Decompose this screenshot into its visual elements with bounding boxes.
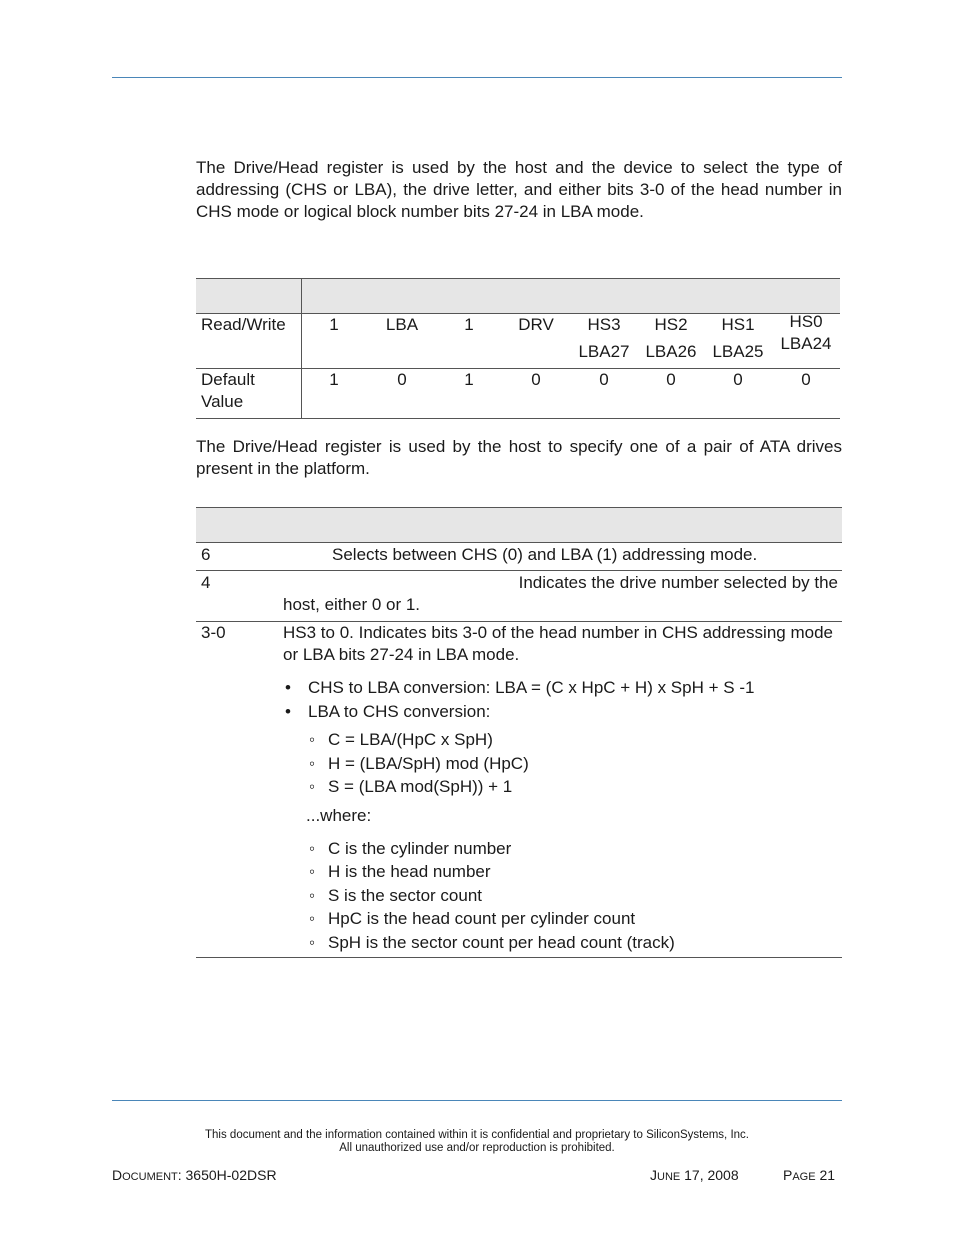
desc-text-bit6: Selects between CHS (0) and LBA (1) addressing mode.: [332, 545, 758, 564]
desc-row-bit4: [196, 571, 842, 622]
confidentiality-notice-line2: All unauthorized use and/or reproduction is prohibited.: [339, 1142, 615, 1154]
desc-text-bit4-line2: host, either 0 or 1.: [283, 595, 421, 614]
list-item: ◦ H = (LBA/SpH) mod (HpC): [306, 752, 838, 776]
document-date: JUNE 17, 2008: [650, 1167, 739, 1183]
default-bit5: 1: [464, 370, 474, 389]
page-number: PAGE 21: [783, 1167, 836, 1183]
desc-bit-3-0: 3-0: [201, 623, 226, 642]
default-bit6: 0: [397, 370, 407, 389]
bit5-cell: 1: [464, 315, 474, 334]
definition-list: [306, 837, 838, 955]
desc-row-bit3-0: [196, 622, 842, 958]
where-text: ...where:: [306, 805, 372, 825]
list-item: ◦ H is the head number: [306, 860, 838, 884]
register-rw-row: [196, 314, 840, 369]
list-item: ◦ C is the cylinder number: [306, 837, 838, 861]
list-item: • CHS to LBA conversion: LBA = (C x HpC + H) x SpH + S -1: [285, 676, 838, 700]
bit0-cell: HS0 LBA24: [780, 312, 832, 353]
desc-bit-4: 4: [201, 573, 211, 592]
desc-text-bit3-0: HS3 to 0. Indicates bits 3-0 of the head number in CHS addressing mode or LBA bits 27-24 in LBA mode.: [283, 623, 833, 664]
bit4-cell: DRV: [518, 315, 554, 334]
formula-list: [306, 728, 838, 799]
desc-body-bit3-0: [283, 622, 838, 954]
document-number: DOCUMENT: 3650H-02DSR: [112, 1167, 277, 1183]
bit-description-table: [196, 507, 842, 958]
confidentiality-notice-line1: This document and the information contained within it is confidential and proprietary to SiliconSystems, Inc.: [205, 1129, 749, 1141]
desc-bit-6: 6: [201, 545, 211, 564]
register-header-row: [196, 278, 840, 314]
list-item: ◦ S = (LBA mod(SpH)) + 1: [306, 775, 838, 799]
default-bit0: 0: [801, 370, 811, 389]
default-bit7: 1: [329, 370, 339, 389]
register-default-row: [196, 369, 840, 419]
desc-text-bit4-line1: Indicates the drive number selected by the: [518, 573, 838, 592]
list-item: ◦ S is the sector count: [306, 884, 838, 908]
default-bit4: 0: [531, 370, 541, 389]
list-item: ◦ SpH is the sector count per head count (track): [306, 931, 838, 955]
second-paragraph: The Drive/Head register is used by the host to specify one of a pair of ATA drives present in the platform.: [196, 437, 842, 478]
default-bit2: 0: [666, 370, 676, 389]
bit1-cell: HS1 LBA25: [712, 315, 764, 361]
list-item: ◦ C = LBA/(HpC x SpH): [306, 728, 838, 752]
header-rule: [112, 77, 842, 78]
rw-label: Read/Write: [201, 315, 286, 334]
footer-rule: [112, 1100, 842, 1101]
bit2-cell: HS2 LBA26: [645, 315, 697, 361]
bit3-cell: HS3 LBA27: [578, 315, 630, 361]
default-label: Default Value: [201, 370, 255, 411]
conversion-list: [285, 676, 838, 724]
list-item: ◦ HpC is the head count per cylinder count: [306, 907, 838, 931]
intro-paragraph: The Drive/Head register is used by the host and the device to select the type of addressing (CHS or LBA), the drive letter, and either bits 3-0 of the head number in CHS mode or logical block number bits 27-24 in LBA mode.: [196, 158, 842, 221]
bit7-cell: 1: [329, 315, 339, 334]
desc-header-row: [196, 507, 842, 543]
default-bit1: 0: [733, 370, 743, 389]
list-item: • LBA to CHS conversion:: [285, 700, 838, 724]
desc-row-bit6: [196, 543, 842, 571]
bit6-cell: LBA: [385, 315, 419, 334]
register-table: [196, 278, 840, 419]
default-bit3: 0: [599, 370, 609, 389]
